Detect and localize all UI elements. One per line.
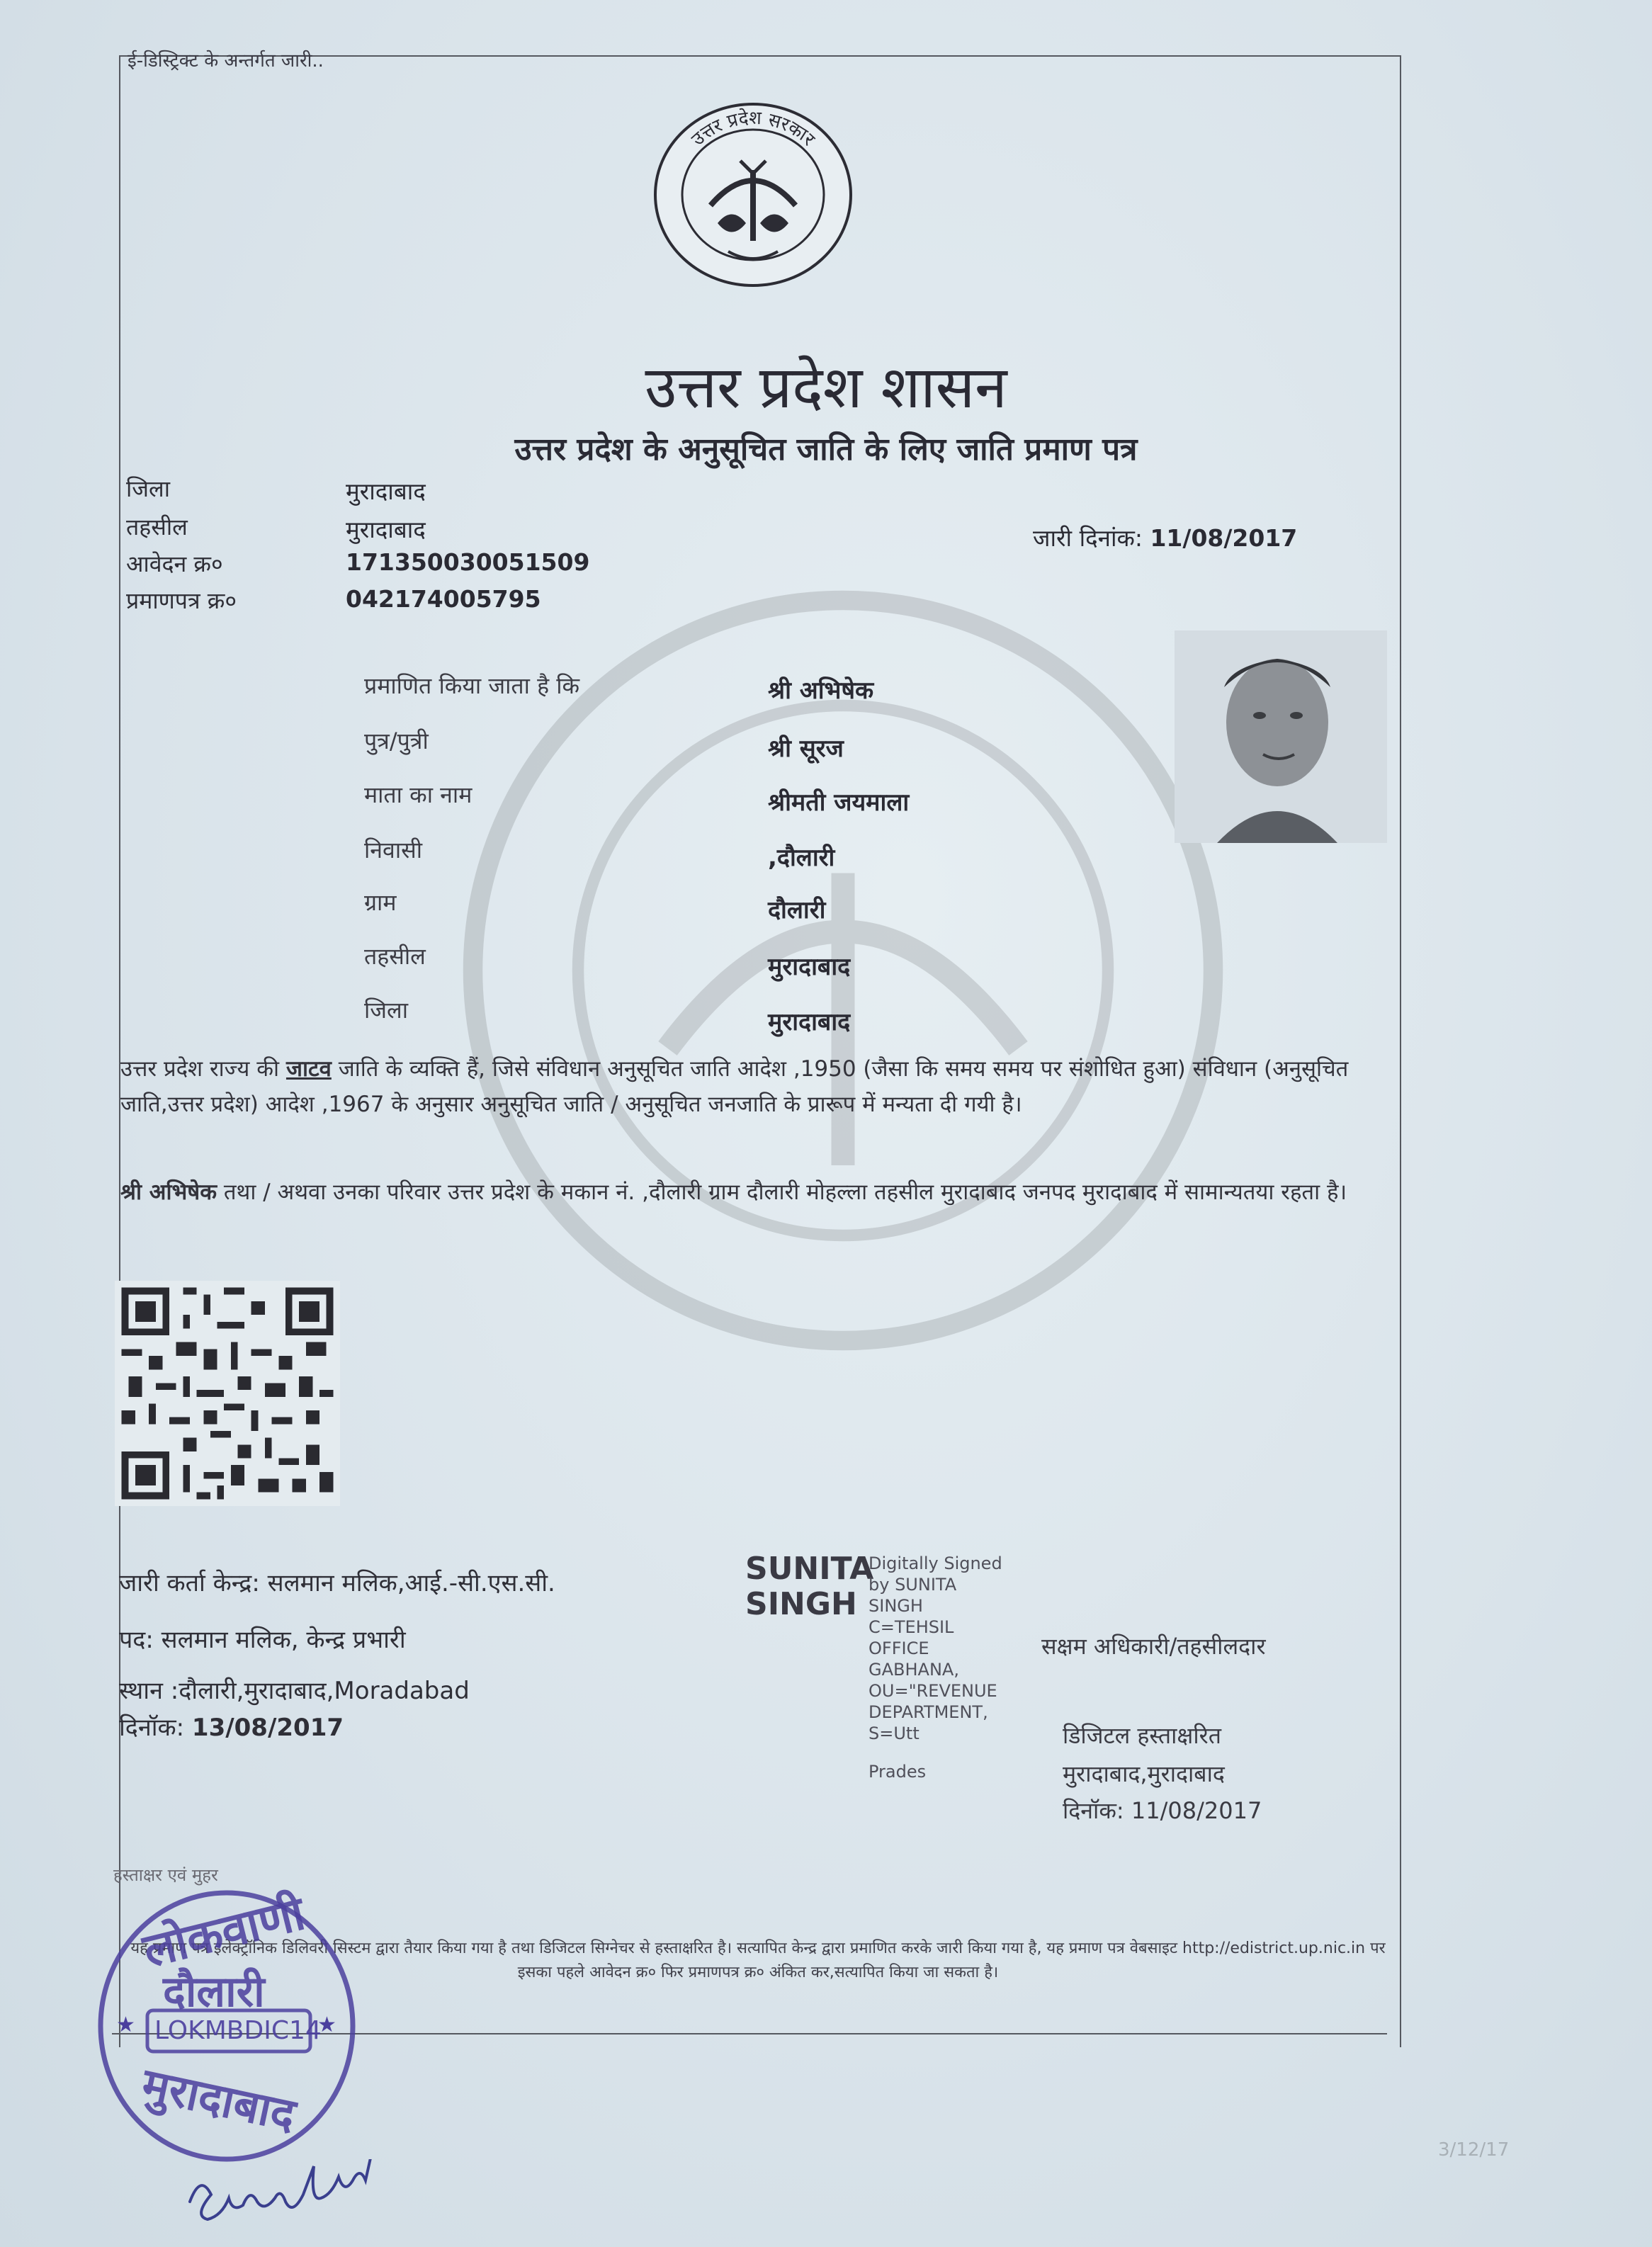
- handwritten-signature: [183, 2159, 409, 2233]
- field-label-son-daughter: पुत्र/पुत्री: [364, 728, 429, 754]
- application-no-label: आवेदन क्र०: [126, 550, 223, 577]
- corner-handwritten-date: 3/12/17: [1438, 2139, 1510, 2161]
- centre-date-value: 13/08/2017: [191, 1714, 344, 1742]
- field-label-resident: निवासी: [364, 837, 423, 864]
- issue-place: स्थान :दौलारी,मुरादाबाद,Moradabad: [119, 1677, 470, 1705]
- ds-detail-line: Digitally Signed: [869, 1553, 1002, 1573]
- digitally-signed-label: डिजिटल हस्ताक्षरित: [1063, 1722, 1221, 1749]
- district-label: जिला: [126, 475, 171, 502]
- signature-seal-note: हस्ताक्षर एवं मुहर: [113, 1865, 218, 1885]
- digital-signature-details: [869, 1553, 1053, 1782]
- caste-declaration-paragraph: [120, 1051, 1388, 1122]
- para1-after: जाति के व्यक्ति हैं, जिसे संविधान अनुसूचित जाति आदेश ,1950 (जैसा कि समय समय पर संशोधित हुआ) संविधान (अनुसूचित जाति,उत्तर प्रदेश) आदेश ,1967 के अनुसार अनुसूचित जाति / अनुसूचित जनजाति के प्रारूप में मन्यता दी गयी है।: [120, 1056, 1349, 1117]
- stamp-code-text: LOKMBDIC14: [154, 2016, 322, 2045]
- field-value-village: दौलारी: [768, 896, 826, 924]
- para2-text: तथा / अथवा उनका परिवार उत्तर प्रदेश के मकान नं. ,दौलारी ग्राम दौलारी मोहल्ला तहसील मुरादाबाद जनपद मुरादाबाद में सामान्यतया रहता है।: [217, 1179, 1347, 1205]
- competent-authority-title: सक्षम अधिकारी/तहसीलदार: [1041, 1633, 1266, 1660]
- authority-location: मुरादाबाद,मुरादाबाद: [1063, 1760, 1225, 1787]
- field-value-tehsil: मुरादाबाद: [768, 953, 851, 981]
- field-label-tehsil: तहसील: [364, 943, 426, 970]
- footer-note: यह प्रमाण पत्र इलेक्ट्रॉनिक डिलिवरी सिस्टम द्वारा तैयार किया गया है तथा डिजिटल सिग्नेचर से हस्ताक्षरित है। सत्यापित केन्द्र द्वारा प्रमाणित करके जारी किया गया है, यह प्रमाण पत्र वेबसाइट http://edistrict.up.nic.in पर इसका पहले आवेदन क्र० फिर प्रमाणपत्र क्र० अंकित कर,सत्यापित किया जा सकता है।: [130, 1940, 1386, 1981]
- ds-detail-line: DEPARTMENT,: [869, 1702, 988, 1722]
- applicant-photo: [1175, 630, 1387, 843]
- svg-text:★: ★: [116, 2013, 135, 2037]
- authority-date: [1063, 1795, 1262, 1826]
- application-no-value: 171350030051509: [346, 548, 590, 576]
- field-value-father: श्री सूरज: [768, 735, 844, 763]
- centre-issue-date: [119, 1710, 344, 1743]
- issuing-centre: जारी कर्ता केन्द्र: सलमान मलिक,आई.-सी.एस.सी.: [119, 1569, 555, 1597]
- certificate-no-value: 042174005795: [346, 585, 541, 613]
- residence-paragraph: [120, 1175, 1388, 1210]
- stamp-bottom-text: मुरादाबाद: [137, 2058, 300, 2142]
- ds-detail-line: GABHANA,: [869, 1660, 959, 1680]
- ds-detail-line: S=Utt: [869, 1724, 920, 1743]
- svg-text:★: ★: [317, 2013, 336, 2037]
- field-label-district: जिला: [364, 997, 409, 1024]
- field-label-village: ग्राम: [364, 889, 397, 916]
- ds-detail-line: OFFICE: [869, 1638, 929, 1658]
- signer-name-line2: SINGH: [745, 1586, 857, 1622]
- authority-date-label: दिनॉक:: [1063, 1797, 1124, 1824]
- signer-name-line1: SUNITA: [745, 1551, 874, 1587]
- header-note: ई-डिस्ट्रिक्ट के अन्तर्गत जारी..: [128, 50, 324, 72]
- certificate-subtitle: उत्तर प्रदेश के अनुसूचित जाति के लिए जाति प्रमाण पत्र: [514, 431, 1138, 468]
- ds-detail-line: by SUNITA: [869, 1575, 957, 1595]
- signature-scribble: [183, 2159, 409, 2230]
- ds-detail-line: C=TEHSIL: [869, 1617, 954, 1637]
- ds-detail-line: OU="REVENUE: [869, 1681, 997, 1701]
- field-value-district: मुरादाबाद: [768, 1008, 851, 1036]
- caste-name: जाटव: [285, 1056, 332, 1082]
- ds-detail-line: SINGH: [869, 1596, 923, 1616]
- field-label-certified: प्रमाणित किया जाता है कि: [364, 672, 580, 699]
- issuer-post: पद: सलमान मलिक, केन्द्र प्रभारी: [119, 1626, 406, 1654]
- ds-detail-line: [869, 1744, 1053, 1761]
- field-value-resident: ,दौलारी: [768, 844, 835, 872]
- emblem-arc-text: उत्तर प्रदेश सरकार: [687, 107, 819, 151]
- up-government-emblem-icon: [650, 99, 856, 290]
- field-label-mother: माता का नाम: [364, 781, 473, 808]
- issue-date-label: जारी दिनांक:: [1033, 524, 1143, 552]
- issue-date: [1033, 521, 1297, 553]
- stamp-middle-text: दौलारी: [163, 1967, 265, 2017]
- field-value-mother: श्रीमती जयमाला: [768, 788, 910, 817]
- page-title: उत्तर प्रदेश शासन: [645, 354, 1007, 421]
- digital-signer-name: [745, 1551, 873, 1622]
- tehsil-label: तहसील: [126, 514, 188, 540]
- stamp-top-text: लोकवाणी: [137, 1886, 310, 1979]
- para1-before: उत्तर प्रदेश राज्य की: [120, 1056, 286, 1082]
- centre-date-label: दिनॉक:: [119, 1714, 185, 1742]
- authority-date-value: 11/08/2017: [1131, 1797, 1262, 1824]
- ds-detail-line: Prades: [869, 1762, 927, 1782]
- issue-date-value: 11/08/2017: [1150, 524, 1298, 552]
- qr-code: [115, 1281, 340, 1506]
- certificate-no-label: प्रमाणपत्र क्र०: [126, 587, 237, 614]
- district-value: मुरादाबाद: [346, 477, 426, 505]
- field-value-name: श्री अभिषेक: [768, 677, 874, 705]
- tehsil-value: मुरादाबाद: [346, 516, 426, 543]
- centre-rubber-stamp: [92, 1884, 361, 2168]
- resident-name: श्री अभिषेक: [120, 1179, 217, 1205]
